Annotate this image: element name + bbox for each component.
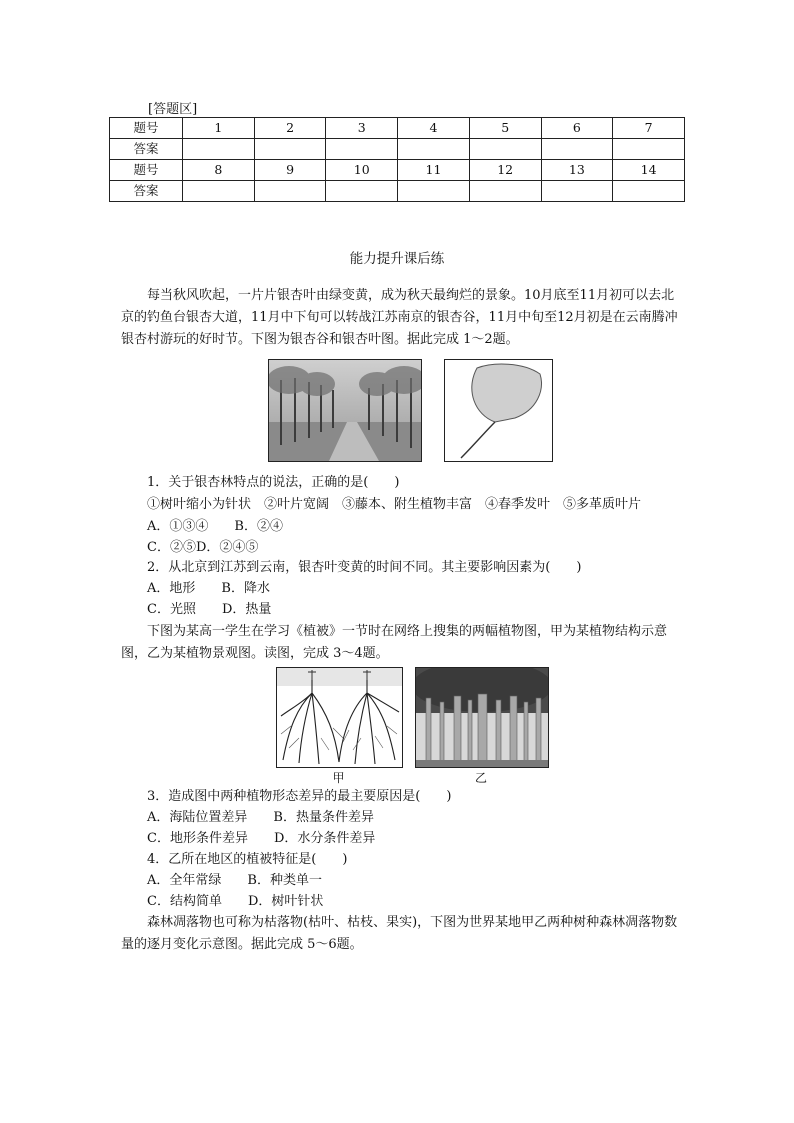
row-label-answer: 答案 [110,181,183,202]
answer-table [109,117,685,202]
question-number: 14 [613,160,685,181]
answer-cell[interactable] [183,181,255,202]
question-number: 6 [541,118,613,139]
table-row [110,181,685,202]
answer-cell[interactable] [541,139,613,160]
answer-cell[interactable] [326,181,398,202]
answer-zone-label: [答题区] [148,102,198,117]
q1-items: ①树叶缩小为针状 ②叶片宽阔 ③藤本、附生植物丰富 ④春季发叶 ⑤多革质叶片 [147,497,642,512]
answer-cell[interactable] [613,181,685,202]
q1-options-ab: A．①③④ B．②④ [147,519,283,534]
question-number: 12 [469,160,541,181]
row-label-question: 题号 [110,160,183,181]
question-number: 2 [254,118,326,139]
q4-options-cd: C．结构简单 D．树叶针状 [147,894,324,909]
q3-options-ab: A．海陆位置差异 B．热量条件差异 [147,810,374,825]
banyan-tree-photo [415,667,549,768]
question-number: 1 [183,118,255,139]
q2-stem: 2．从北京到江苏到云南，银杏叶变黄的时间不同。其主要影响因素为( ) [147,560,582,575]
answer-cell[interactable] [254,181,326,202]
caption-yi: 乙 [474,771,487,785]
question-number: 7 [613,118,685,139]
table-row [110,118,685,139]
answer-cell[interactable] [183,139,255,160]
intro-paragraph-1: 每当秋风吹起，一片片银杏叶由绿变黄，成为秋天最绚烂的景象。10月底至11月初可以去北京的钓鱼台银杏大道，11月中下旬可以转战江苏南京的银杏谷，11月中旬至12月初是在云南腾冲银杏村游玩的好时节。下图为银杏谷和银杏叶图。据此完成 1～2题。 [121,288,678,347]
answer-cell[interactable] [541,181,613,202]
caption-jia: 甲 [332,771,345,785]
q1-options-cd: C．②⑤D．②④⑤ [147,540,259,555]
q3-stem: 3．造成图中两种植物形态差异的最主要原因是( ) [147,789,452,804]
q1-stem: 1．关于银杏林特点的说法，正确的是( ) [147,475,400,490]
answer-cell[interactable] [398,139,470,160]
q4-stem: 4．乙所在地区的植被特征是( ) [147,852,348,867]
answer-cell[interactable] [469,181,541,202]
q4-options-ab: A．全年常绿 B．种类单一 [147,873,322,888]
row-label-answer: 答案 [110,139,183,160]
answer-cell[interactable] [613,139,685,160]
answer-cell[interactable] [326,139,398,160]
q2-options-ab: A．地形 B．降水 [147,581,270,596]
row-label-question: 题号 [110,118,183,139]
section-title: 能力提升课后练 [349,251,445,267]
answer-cell[interactable] [469,139,541,160]
question-number: 13 [541,160,613,181]
question-number: 3 [326,118,398,139]
table-row [110,139,685,160]
answer-cell[interactable] [254,139,326,160]
intro-paragraph-2: 下图为某高一学生在学习《植被》一节时在网络上搜集的两幅植物图，甲为某植物结构示意图，乙为某植物景观图。读图，完成 3～4题。 [121,624,668,661]
q3-options-cd: C．地形条件差异 D．水分条件差异 [147,831,376,846]
question-number: 10 [326,160,398,181]
question-number: 11 [398,160,470,181]
q2-options-cd: C．光照 D．热量 [147,602,272,617]
ginkgo-leaf-drawing [444,359,553,462]
question-number: 8 [183,160,255,181]
question-number: 5 [469,118,541,139]
ginkgo-valley-photo [268,359,422,462]
question-number: 9 [254,160,326,181]
table-row [110,160,685,181]
root-structure-diagram [276,667,403,768]
intro-paragraph-3: 森林凋落物也可称为枯落物(枯叶、枯枝、果实)，下图为世界某地甲乙两种树种森林凋落物数量的逐月变化示意图。据此完成 5～6题。 [121,915,678,952]
question-number: 4 [398,118,470,139]
answer-cell[interactable] [398,181,470,202]
